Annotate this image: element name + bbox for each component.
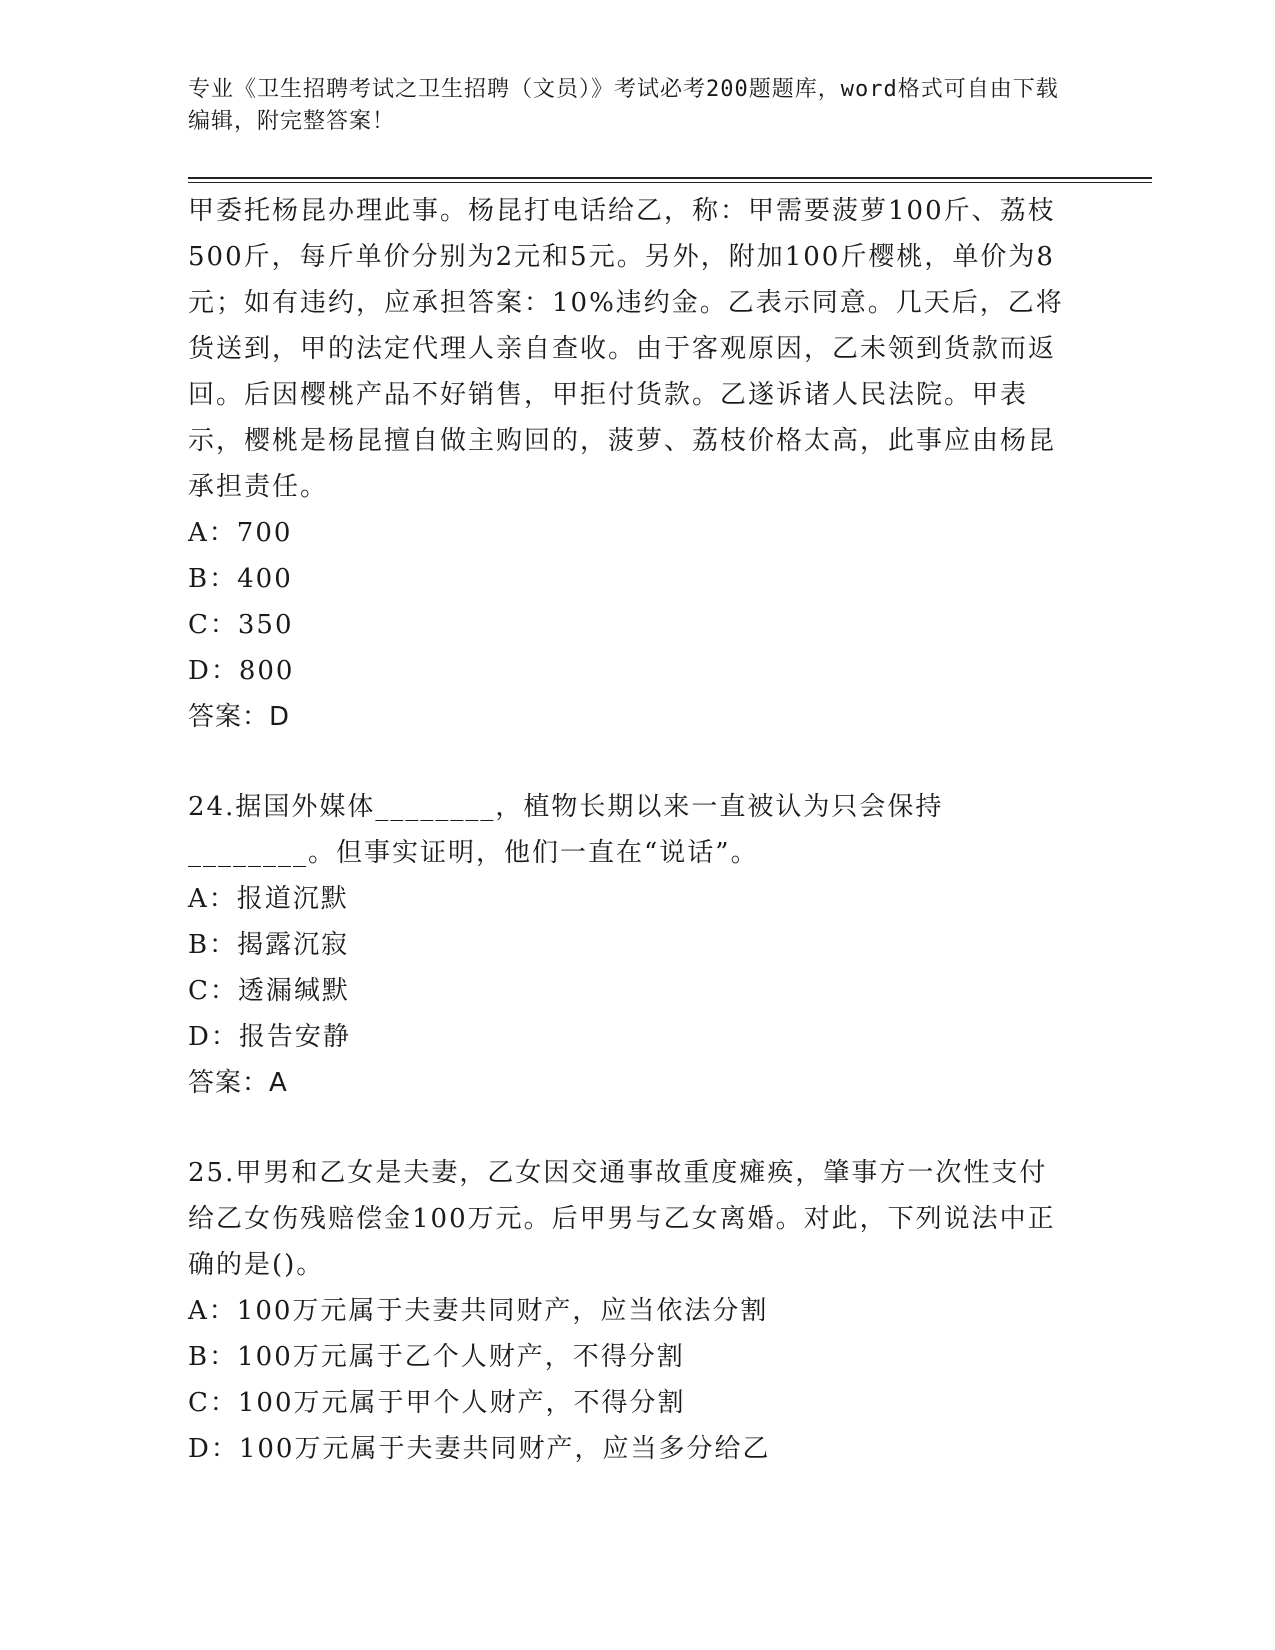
spacer bbox=[188, 1106, 1068, 1150]
document-header bbox=[188, 74, 1068, 138]
question-23 bbox=[188, 188, 1068, 740]
option-b: B：400 bbox=[188, 564, 293, 594]
option-d: D：报告安静 bbox=[188, 1022, 351, 1052]
header-title: 专业《卫生招聘考试之卫生招聘（文员）》考试必考200题题库，word格式可自由下载编辑，附完整答案！ bbox=[188, 77, 1059, 134]
question-stem: 24.据国外媒体________，植物长期以来一直被认为只会保持________。但事实证明，他们一直在“说话”。 bbox=[188, 792, 944, 868]
option-a: A：100万元属于夫妻共同财产，应当依法分割 bbox=[188, 1296, 769, 1326]
option-d: D：100万元属于夫妻共同财产，应当多分给乙 bbox=[188, 1434, 771, 1464]
header-divider-thin bbox=[188, 182, 1152, 183]
header-divider-thick bbox=[188, 177, 1152, 179]
option-d: D：800 bbox=[188, 656, 295, 686]
option-c: C：100万元属于甲个人财产，不得分割 bbox=[188, 1388, 686, 1418]
option-b: B：100万元属于乙个人财产，不得分割 bbox=[188, 1342, 685, 1372]
option-a: A：报道沉默 bbox=[188, 884, 349, 914]
question-stem: 25.甲男和乙女是夫妻，乙女因交通事故重度瘫痪，肇事方一次性支付给乙女伤残赔偿金100万元。后甲男与乙女离婚。对此，下列说法中正确的是()。 bbox=[188, 1158, 1056, 1280]
spacer bbox=[188, 740, 1068, 784]
option-a: A：700 bbox=[188, 518, 293, 548]
question-24 bbox=[188, 784, 1068, 1106]
question-content bbox=[188, 188, 1068, 1472]
question-stem: 甲委托杨昆办理此事。杨昆打电话给乙，称：甲需要菠萝100斤、荔枝500斤，每斤单价分别为2元和5元。另外，附加100斤樱桃，单价为8元；如有违约，应承担答案：10%违约金。乙表示同意。几天后，乙将货送到，甲的法定代理人亲自查收。由于客观原因，乙未领到货款而返回。后因樱桃产品不好销售，甲拒付货款。乙遂诉诸人民法院。甲表示，樱桃是杨昆擅自做主购回的，菠萝、荔枝价格太高，此事应由杨昆承担责任。 bbox=[188, 196, 1064, 502]
answer-line: 答案：D bbox=[188, 702, 291, 732]
option-b: B：揭露沉寂 bbox=[188, 930, 350, 960]
option-c: C：350 bbox=[188, 610, 294, 640]
question-25 bbox=[188, 1150, 1068, 1472]
answer-line: 答案：A bbox=[188, 1068, 288, 1098]
option-c: C：透漏缄默 bbox=[188, 976, 350, 1006]
